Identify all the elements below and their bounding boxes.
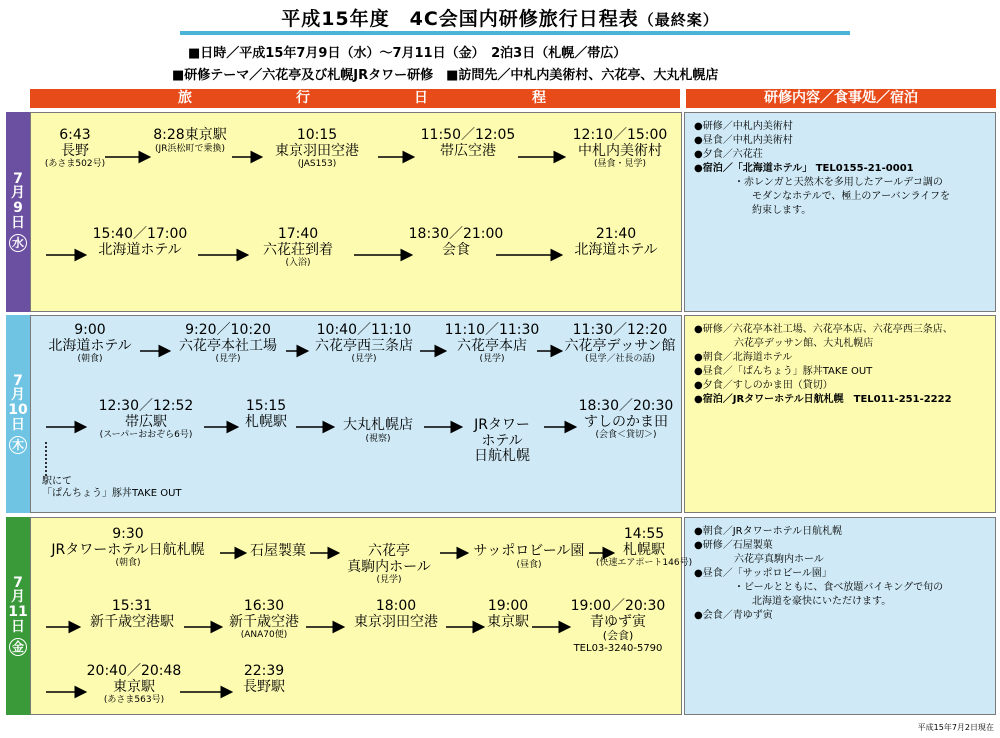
- stop: [445, 323, 540, 364]
- note-line: モダンなホテルで、極上のアーバンライフを: [752, 191, 950, 202]
- stop: [263, 227, 333, 268]
- stop: [596, 527, 692, 568]
- stop-note: (昼食): [516, 559, 542, 570]
- stop-note: (快速エアポート146号): [595, 558, 693, 569]
- note-line: ●夕食／六花荘: [694, 149, 763, 160]
- stop-note: (スーパーおおぞら6号): [99, 430, 193, 441]
- stop-name: サッポロビール園: [473, 543, 585, 559]
- day-month-suffix: 月: [11, 589, 25, 606]
- stop: [51, 527, 204, 568]
- page-title: [0, 4, 1000, 31]
- schedule-header-char: 旅: [178, 90, 192, 106]
- stop-name: 六花亭デッサン館: [564, 337, 676, 354]
- day-month: 7: [13, 372, 23, 389]
- schedule-header: [30, 89, 680, 108]
- stop-time: 18:30／21:00: [408, 226, 504, 242]
- stop: [275, 128, 359, 169]
- note-line: 六花亭デッサン館、大丸札幌店: [734, 338, 874, 349]
- day-weekday: 水: [9, 234, 27, 252]
- stop-time: 9:30: [112, 526, 144, 542]
- note-line: 北海道を豪快にいただけます。: [752, 596, 892, 607]
- stop: [474, 544, 585, 570]
- stop-name: 真駒内ホール: [347, 558, 431, 575]
- day-weekday: 木: [9, 436, 27, 454]
- stop: [474, 418, 530, 465]
- stop-name: 青ゆず寅: [589, 613, 646, 630]
- stop-name: 札幌駅: [622, 541, 665, 558]
- title-underline: [180, 31, 850, 35]
- take-out-note: [42, 476, 182, 500]
- stop: [87, 664, 182, 705]
- day-month-suffix: 月: [11, 387, 25, 404]
- stop-name: 東京駅: [112, 678, 155, 695]
- stop-name: 六花亭本社工場: [179, 337, 277, 354]
- day-suffix: 日: [11, 618, 25, 635]
- stop-name: 新千歳空港駅: [90, 613, 174, 630]
- stop-name: 北海道ホテル: [98, 241, 182, 258]
- stop: [99, 399, 194, 440]
- stop: [354, 599, 438, 630]
- note-line: 六花亭真駒内ホール: [734, 554, 824, 565]
- day3-notes: [688, 521, 949, 627]
- stop: [179, 323, 277, 364]
- stop-name: ホテル: [481, 432, 523, 449]
- stop-note: (見学): [351, 354, 377, 365]
- stop-time: 22:39: [243, 663, 285, 679]
- stop-note: (昼食・見学): [593, 159, 647, 170]
- note-line: ●宿泊／「北海道ホテル」 TEL0155-21-0001: [694, 163, 914, 174]
- stop-note: (朝食): [77, 354, 103, 365]
- stop-time: 11:10／11:30: [444, 322, 540, 338]
- stop-note: (JAS153): [297, 159, 337, 170]
- stop-name: 長野駅: [243, 678, 285, 695]
- stop: [48, 323, 131, 364]
- info-line-2: ■研修テーマ／六花亭及び札幌JRタワー研修 ■訪問先／中札内美術村、六花亭、大丸札幌店: [172, 68, 719, 83]
- stop-name: 中札内美術村: [577, 142, 662, 159]
- stop-name: 大丸札幌店: [343, 417, 413, 433]
- stop: [487, 599, 529, 630]
- stop-note: (見学／社長の話): [584, 354, 656, 365]
- stop-time: 11:30／12:20: [572, 322, 668, 338]
- stop-time: 18:30／20:30: [578, 398, 674, 414]
- note-line: ・ビールとともに、食べ放題バイキングで旬の: [734, 582, 944, 593]
- stop-time: 19:00: [487, 598, 529, 614]
- stop-name: 長野: [60, 142, 89, 159]
- stop-time: 8:28東京駅: [153, 127, 227, 143]
- day-bar-1: [6, 112, 30, 312]
- stop-time: 6:43: [59, 127, 91, 143]
- stop-time: 20:40／20:48: [86, 663, 182, 679]
- stop-name: 北海道ホテル: [48, 337, 132, 354]
- stop-time: 15:40／17:00: [92, 226, 188, 242]
- note-line: ●研修／六花亭本社工場、六花亭本店、六花亭西三条店、: [694, 324, 953, 335]
- note-line: ●昼食／「ぱんちょう」豚丼TAKE OUT: [694, 366, 873, 377]
- day-suffix: 日: [11, 416, 25, 433]
- stop: [343, 418, 413, 444]
- note-line: 約束します。: [752, 205, 812, 216]
- day-month: 7: [13, 574, 23, 591]
- note-line: ●朝食／北海道ホテル: [694, 352, 793, 363]
- stop-name: 六花亭西三条店: [315, 337, 413, 354]
- stop-name: 帯広駅: [124, 413, 167, 430]
- stop-name: 石屋製菓: [250, 543, 306, 559]
- stop-name: 北海道ホテル: [574, 241, 658, 258]
- stop-name: 新千歳空港: [229, 613, 299, 630]
- day-bar-2: [6, 315, 30, 513]
- stop-note: (視察): [365, 433, 391, 444]
- stop-time: 15:15: [245, 398, 287, 414]
- day-number: 11: [8, 604, 28, 620]
- title-main: 平成15年度 4C会国内研修旅行日程表: [281, 8, 639, 30]
- stop-name: 日航札幌: [474, 448, 530, 465]
- day-month: 7: [13, 170, 23, 187]
- stop-time: 12:10／15:00: [572, 127, 668, 143]
- stop-time: 9:00: [74, 322, 106, 338]
- stop: [315, 323, 413, 364]
- stop-time: 9:20／10:20: [185, 322, 271, 338]
- schedule-header-char: 程: [532, 90, 546, 106]
- stop-name: すしのかま田: [583, 413, 668, 430]
- day-bar-3: [6, 517, 30, 715]
- stop-note: (見学): [479, 354, 505, 365]
- stop-note: (ANA70便): [240, 630, 288, 641]
- stop: [93, 227, 188, 258]
- stop: [579, 399, 674, 440]
- day2-notes: [688, 319, 959, 411]
- stop: [574, 227, 657, 258]
- info-line-1: ■日時／平成15年7月9日（水）～7月11日（金） 2泊3日（札幌／帯広）: [188, 46, 627, 61]
- stop-note: (会食＜貸切＞): [595, 430, 657, 441]
- stop-note: (JR浜松町で乗換): [155, 143, 225, 154]
- stop-time: 10:40／11:10: [316, 322, 412, 338]
- stop-note: (会食): [602, 629, 634, 643]
- stop: [153, 128, 226, 154]
- note-line: ●昼食／中札内美術村: [694, 135, 793, 146]
- note-line: ●宿泊／JRタワーホテル日航札幌 TEL011-251-2222: [694, 394, 952, 405]
- stop: [250, 544, 306, 560]
- stop-name: 東京駅: [487, 613, 529, 630]
- stop-time: 19:00／20:30: [570, 598, 666, 614]
- stop-time: 17:40: [277, 226, 319, 242]
- stop: [229, 599, 299, 640]
- stop-note: (あさま563号): [103, 695, 165, 706]
- stop-note: (あさま502号): [44, 159, 106, 170]
- stop-note: (見学): [376, 575, 402, 586]
- stop-name: 会食: [441, 241, 470, 258]
- stop-name: 六花荘到着: [263, 241, 333, 258]
- stop: [421, 128, 516, 159]
- stop: [571, 599, 666, 654]
- note-line: ・赤レンガと天然木を多用したアールデコ調の: [734, 177, 943, 188]
- day1-notes: [688, 116, 956, 222]
- stop-time: 21:40: [595, 226, 637, 242]
- stop-time: 16:30: [243, 598, 285, 614]
- stop: [409, 227, 504, 258]
- stop: [90, 599, 174, 630]
- note-line: ●研修／石屋製菓: [694, 540, 773, 551]
- stop-note: (見学): [215, 354, 241, 365]
- stop-name: 東京羽田空港: [275, 142, 359, 159]
- stop-name: JRタワーホテル日航札幌: [51, 541, 205, 558]
- stop: [45, 128, 105, 169]
- stop-name: 六花亭本店: [456, 337, 527, 354]
- note-line: 駅にて: [42, 476, 72, 487]
- stop-time: 12:30／12:52: [98, 398, 194, 414]
- stop-tel: TEL03-3240-5790: [573, 642, 663, 654]
- day-suffix: 日: [11, 214, 25, 231]
- stop: [347, 544, 431, 585]
- note-line: ●夕食／すしのかま田（貸切）: [694, 380, 833, 391]
- stop-time: 18:00: [375, 598, 417, 614]
- stop: [564, 323, 675, 364]
- note-line: ●朝食／JRタワーホテル日航札幌: [694, 526, 843, 537]
- title-sub: （最終案）: [638, 11, 719, 29]
- stop: [573, 128, 668, 169]
- note-line: ●会食／青ゆず寅: [694, 610, 773, 621]
- note-line: ●昼食／「サッポロビール園」: [694, 568, 832, 579]
- detail-header: 研修内容／食事処／宿泊: [686, 89, 996, 108]
- day-month-suffix: 月: [11, 185, 25, 202]
- stop-name: 六花亭: [367, 543, 410, 559]
- note-line: ●研修／中札内美術村: [694, 121, 793, 132]
- day-number: 10: [8, 402, 28, 418]
- stop: [243, 664, 285, 695]
- day-weekday: 金: [9, 638, 27, 656]
- stop-name: 東京羽田空港: [354, 613, 438, 630]
- stop-note: (入浴): [285, 258, 311, 269]
- stop-time: 15:31: [111, 598, 153, 614]
- stop-note: (朝食): [115, 558, 141, 569]
- stop-name: 札幌駅: [245, 413, 287, 430]
- stop-name: JRタワー: [474, 417, 530, 433]
- footer-date: 平成15年7月2日現在: [917, 723, 994, 732]
- stop: [245, 399, 287, 430]
- stop-time: 14:55: [623, 526, 665, 542]
- schedule-header-char: 行: [296, 90, 310, 106]
- stop-name: 帯広空港: [439, 142, 496, 159]
- note-line: 「ぱんちょう」豚丼TAKE OUT: [42, 488, 182, 499]
- stop-time: 11:50／12:05: [420, 127, 516, 143]
- day-number: 9: [13, 200, 23, 216]
- stop-time: 10:15: [296, 127, 338, 143]
- schedule-header-char: 日: [414, 90, 428, 106]
